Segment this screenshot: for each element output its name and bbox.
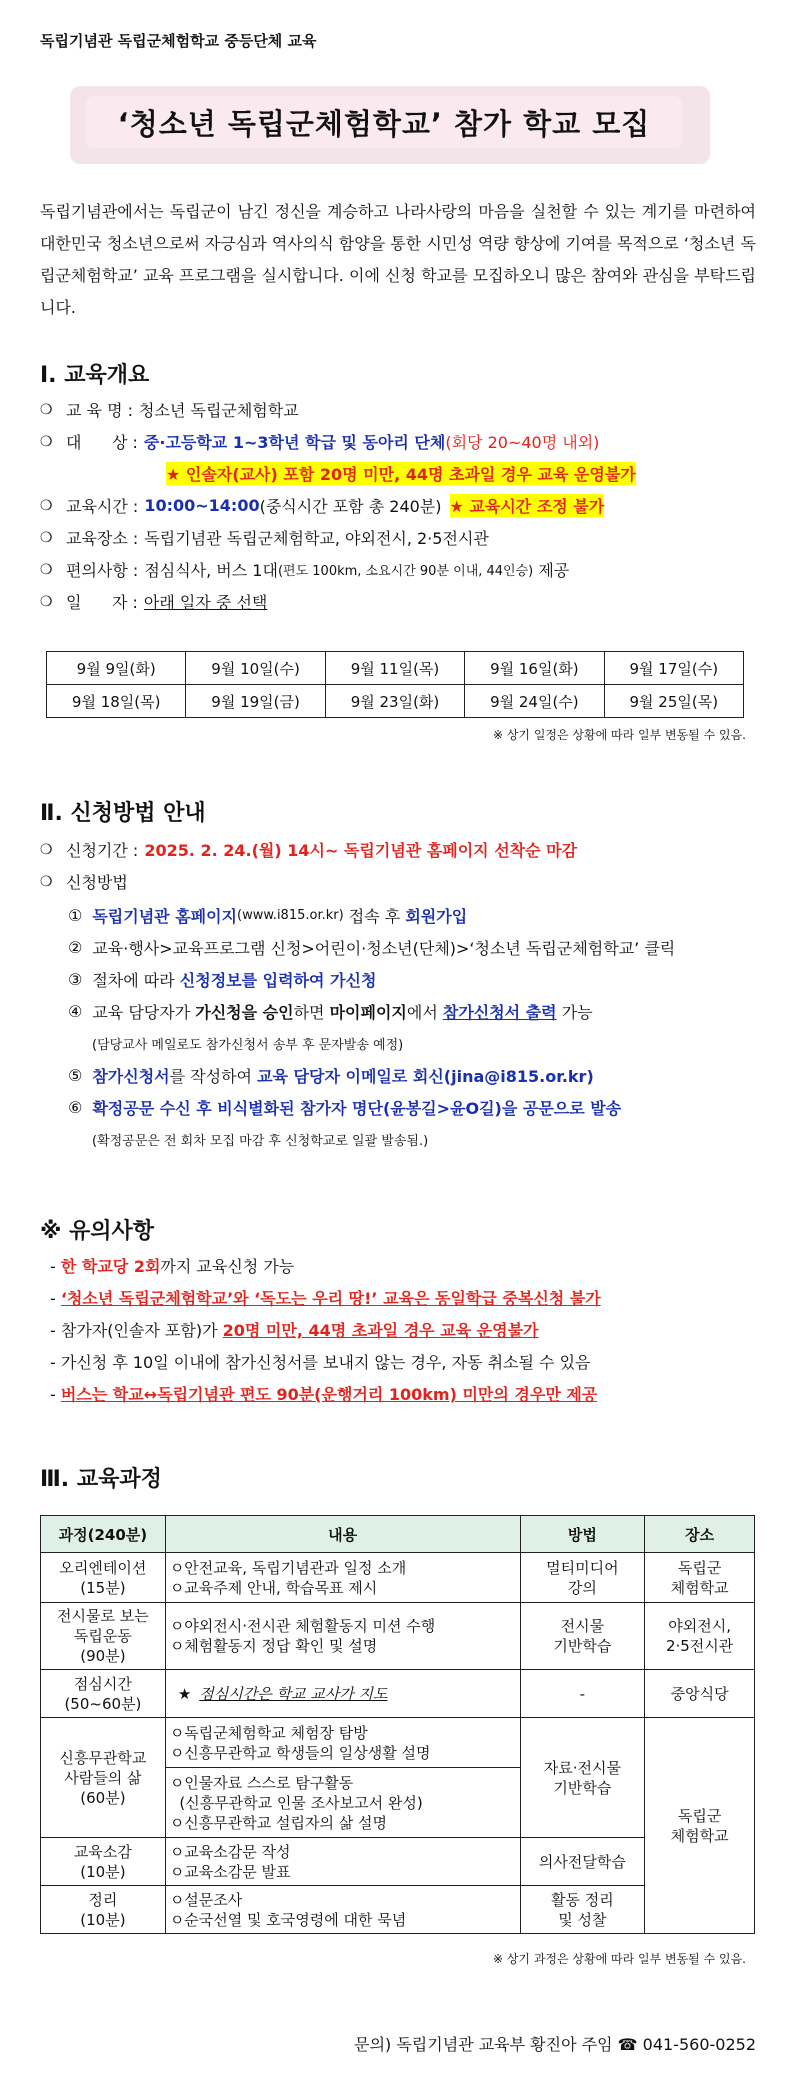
place-label: 교육장소 : bbox=[66, 529, 139, 548]
period-label: 신청기간 : bbox=[66, 841, 139, 860]
target-note: (회당 20~40명 내외) bbox=[445, 433, 600, 452]
step-text: 하면 bbox=[293, 1003, 330, 1022]
bullet-icon: ❍ bbox=[40, 401, 53, 418]
content-item: ㅇ순국선열 및 호국영령에 대한 묵념 bbox=[169, 1910, 407, 1929]
caution-item: - 한 학교당 2회까지 교육신청 가능 bbox=[50, 1257, 295, 1276]
content-item: 점심시간은 학교 교사가 지도 bbox=[199, 1684, 388, 1703]
course-method: 활동 정리 및 성찰 bbox=[520, 1886, 645, 1934]
column-header: 방법 bbox=[520, 1516, 645, 1553]
overview-name-row bbox=[40, 398, 299, 421]
apply-method-row bbox=[40, 870, 128, 893]
time-note: (중식시간 포함 총 240분) bbox=[259, 497, 442, 516]
course-note: ※ 상기 과정은 상황에 따라 일부 변동될 수 있음. bbox=[492, 1952, 746, 1966]
contact-line bbox=[354, 2032, 756, 2055]
step-text: 교육 담당자가 bbox=[92, 1003, 196, 1022]
date-table-row bbox=[47, 685, 744, 718]
step-highlight: 신청정보를 입력하여 가신청 bbox=[179, 971, 377, 990]
overview-convenience-row bbox=[40, 558, 569, 581]
step-number: ⑤ bbox=[68, 1066, 83, 1085]
caution-text: 버스는 학교↔독립기념관 편도 90분(운행거리 100km) 미만의 경우만 제공 bbox=[60, 1385, 598, 1404]
target-value: 중·고등학교 1~3학년 학급 및 동아리 단체 bbox=[143, 433, 446, 452]
step-number: ⑥ bbox=[68, 1098, 83, 1117]
bullet-icon: ❍ bbox=[40, 561, 53, 578]
table-row bbox=[41, 1670, 755, 1718]
apply-step-1 bbox=[68, 904, 467, 927]
apply-step-2 bbox=[68, 936, 675, 959]
caution-text: 까지 교육신청 가능 bbox=[160, 1257, 295, 1276]
content-item: ㅇ인물자료 스스로 탐구활동 bbox=[169, 1773, 354, 1792]
date-label: 일 자 : bbox=[66, 593, 138, 612]
caution-text: ‘청소년 독립군체험학교’와 ‘독도는 우리 땅!’ 교육은 동일학급 중복신청 불가 bbox=[60, 1289, 601, 1308]
signup-text: 회원가입 bbox=[405, 907, 468, 926]
course-content bbox=[165, 1553, 520, 1603]
bullet-icon: ❍ bbox=[40, 529, 53, 546]
caution-text: 가신청 후 10일 이내에 참가신청서를 보내지 않는 경우, 자동 취소될 수 있음 bbox=[60, 1353, 591, 1372]
section-course-heading: Ⅲ. 교육과정 bbox=[40, 1467, 162, 1492]
course-place: 독립군 체험학교 bbox=[645, 1553, 755, 1603]
contact-text: 문의) 독립기념관 교육부 황진아 주임 bbox=[354, 2035, 618, 2054]
step-text: 절차에 따라 bbox=[92, 971, 180, 990]
course-table bbox=[40, 1515, 755, 1934]
caution-item: - 참가자(인솔자 포함)가 20명 미만, 44명 초과일 경우 교육 운영불가 bbox=[50, 1321, 539, 1340]
table-row bbox=[41, 1603, 755, 1670]
overview-time-row bbox=[40, 494, 604, 517]
time-label: 교육시간 : bbox=[66, 497, 139, 516]
overview-target-row bbox=[40, 430, 599, 453]
overview-date-row bbox=[40, 590, 267, 613]
caution-highlight: 20명 미만, 44명 초과일 경우 교육 운영불가 bbox=[222, 1321, 539, 1340]
caution-highlight: 한 학교당 2회 bbox=[60, 1257, 161, 1276]
section-overview-heading: Ⅰ. 교육개요 bbox=[40, 363, 150, 388]
contact-phone: 041-560-0252 bbox=[637, 2035, 756, 2054]
email-reply-text: 교육 담당자 이메일로 회신(jina@i815.or.kr) bbox=[257, 1067, 594, 1086]
course-method: 멀티미디어 강의 bbox=[520, 1553, 645, 1603]
bullet-icon: ❍ bbox=[40, 841, 53, 858]
course-method: - bbox=[520, 1670, 645, 1718]
column-header: 과정(240분) bbox=[41, 1516, 166, 1553]
content-item: ㅇ체험활동지 정답 확인 및 설명 bbox=[169, 1637, 378, 1655]
caution-item: - 버스는 학교↔독립기념관 편도 90분(운행거리 100km) 미만의 경우만 제공 bbox=[50, 1385, 598, 1404]
course-content bbox=[165, 1768, 520, 1838]
step-6-note: (확정공문은 전 회차 모집 마감 후 신청학교로 일괄 발송됨.) bbox=[92, 1134, 429, 1149]
date-value: 아래 일자 중 선택 bbox=[143, 593, 268, 612]
application-form-text: 참가신청서 bbox=[92, 1067, 170, 1086]
title-banner bbox=[70, 86, 710, 164]
course-name: 신흥무관학교 사람들의 삶 (60분) bbox=[41, 1718, 166, 1838]
course-method: 전시물 기반학습 bbox=[520, 1603, 645, 1670]
star-icon: ★ bbox=[177, 1684, 192, 1703]
step-text: 교육·행사>교육프로그램 신청>어린이·청소년(단체)>‘청소년 독립군체험학교’ 클릭 bbox=[92, 939, 676, 958]
course-name: 전시물로 보는 독립운동 (90분) bbox=[41, 1603, 166, 1670]
course-content bbox=[165, 1838, 520, 1886]
course-name: 오리엔테이션 (15분) bbox=[41, 1553, 166, 1603]
content-item: ㅇ신흥무관학교 설립자의 삶 설명 bbox=[169, 1813, 387, 1832]
course-place: 독립군 체험학교 bbox=[645, 1718, 755, 1934]
homepage-url: (www.i815.or.kr) bbox=[237, 908, 344, 923]
phone-icon: ☎ bbox=[617, 2035, 638, 2054]
date-cell: 9월 9일(화) bbox=[47, 652, 186, 685]
step-number: ② bbox=[68, 938, 83, 957]
bullet-icon: ❍ bbox=[40, 497, 53, 514]
caution-item: - ‘청소년 독립군체험학교’와 ‘독도는 우리 땅!’ 교육은 동일학급 중복신청 불가 bbox=[50, 1289, 601, 1308]
page-kicker: 독립기념관 독립군체험학교 중등단체 교육 bbox=[40, 32, 317, 50]
target-label: 대 상 : bbox=[66, 433, 138, 452]
apply-step-4 bbox=[68, 1000, 593, 1023]
apply-step-3 bbox=[68, 968, 376, 991]
course-name: 정리 (10분) bbox=[41, 1886, 166, 1934]
target-warning-row bbox=[166, 462, 636, 485]
time-warning: ★ 교육시간 조정 불가 bbox=[450, 494, 605, 517]
table-row bbox=[41, 1718, 755, 1768]
course-name: 교육소감 (10분) bbox=[41, 1838, 166, 1886]
time-value: 10:00~14:00 bbox=[144, 496, 260, 515]
section-apply-heading: Ⅱ. 신청방법 안내 bbox=[40, 801, 206, 826]
step-number: ④ bbox=[68, 1002, 83, 1021]
content-item: ㅇ교육소감문 발표 bbox=[169, 1862, 291, 1881]
date-cell: 9월 24일(수) bbox=[465, 685, 604, 718]
date-cell: 9월 19일(금) bbox=[186, 685, 325, 718]
method-label: 신청방법 bbox=[66, 873, 128, 892]
content-item: ㅇ안전교육, 독립기념관과 일정 소개 bbox=[169, 1558, 407, 1577]
period-value: 2025. 2. 24.(월) 14시~ 독립기념관 홈페이지 선착순 마감 bbox=[144, 841, 578, 860]
convenience-detail: (편도 100km, 소요시간 90분 이내, 44인승) bbox=[277, 564, 534, 579]
name-label: 교 육 명 : bbox=[66, 401, 134, 420]
overview-place-row bbox=[40, 526, 489, 549]
content-item: ㅇ야외전시·전시관 체험활동지 미션 수행 bbox=[169, 1617, 436, 1635]
course-method: 자료·전시물 기반학습 bbox=[520, 1718, 645, 1838]
date-cell: 9월 18일(목) bbox=[47, 685, 186, 718]
caution-item: - 가신청 후 10일 이내에 참가신청서를 보내지 않는 경우, 자동 취소될 수 있음 bbox=[50, 1353, 591, 1372]
print-form-text: 참가신청서 출력 bbox=[442, 1003, 557, 1022]
apply-step-5 bbox=[68, 1064, 594, 1087]
course-name: 점심시간 (50~60분) bbox=[41, 1670, 166, 1718]
date-cell: 9월 25일(목) bbox=[604, 685, 743, 718]
column-header: 내용 bbox=[165, 1516, 520, 1553]
course-header-row bbox=[41, 1516, 755, 1553]
apply-step-6 bbox=[68, 1096, 621, 1119]
convenience-value: 점심식사, 버스 1대 bbox=[144, 561, 278, 580]
name-value: 청소년 독립군체험학교 bbox=[139, 401, 299, 420]
place-value: 독립기념관 독립군체험학교, 야외전시, 2·5전시관 bbox=[144, 529, 489, 548]
convenience-suffix: 제공 bbox=[533, 561, 570, 580]
date-cell: 9월 23일(화) bbox=[325, 685, 464, 718]
dates-note: ※ 상기 일정은 상황에 따라 일부 변동될 수 있음. bbox=[492, 728, 746, 742]
course-content bbox=[165, 1603, 520, 1670]
course-method: 의사전달학습 bbox=[520, 1838, 645, 1886]
mypage-text: 마이페이지 bbox=[329, 1003, 407, 1022]
step-text: 에서 bbox=[406, 1003, 443, 1022]
content-item: ㅇ설문조사 bbox=[169, 1890, 243, 1909]
convenience-label: 편의사항 : bbox=[66, 561, 139, 580]
content-item: ㅇ독립군체험학교 체험장 탐방 bbox=[169, 1723, 368, 1742]
target-warning: ★ 인솔자(교사) 포함 20명 미만, 44명 초과일 경우 교육 운영불가 bbox=[166, 462, 636, 485]
date-cell: 9월 11일(목) bbox=[325, 652, 464, 685]
step-text: 접속 후 bbox=[343, 907, 406, 926]
table-row bbox=[41, 1553, 755, 1603]
column-header: 장소 bbox=[645, 1516, 755, 1553]
content-item: (신흥무관학교 인물 조사보고서 완성) bbox=[169, 1793, 423, 1812]
date-cell: 9월 16일(화) bbox=[465, 652, 604, 685]
bullet-icon: ❍ bbox=[40, 873, 53, 890]
homepage-link-text: 독립기념관 홈페이지 bbox=[92, 907, 238, 926]
course-content bbox=[165, 1886, 520, 1934]
intro-paragraph: 독립기념관에서는 독립군이 남긴 정신을 계승하고 나라사랑의 마음을 실천할 수 있는 계기를 마련하여 대한민국 청소년으로써 자긍심과 역사의식 함양을 통한 시민성 역량 향상에 기여를 목적으로 ‘청소년 독립군체험학교’ 교육 프로그램을 실시합니다. 이에 신청 학교를 모집하오니 많은 참여와 관심을 부탁드립니다. bbox=[40, 202, 756, 317]
step-highlight: 확정공문 수신 후 비식별화된 참가자 명단(윤봉길>윤O길)을 공문으로 발송 bbox=[92, 1099, 622, 1118]
step-4-note: (담당교사 메일로도 참가신청서 송부 후 문자발송 예정) bbox=[92, 1038, 404, 1053]
content-item: ㅇ교육주제 안내, 학습목표 제시 bbox=[169, 1578, 378, 1597]
course-content bbox=[165, 1718, 520, 1768]
bullet-icon: ❍ bbox=[40, 593, 53, 610]
caution-text: 참가자(인솔자 포함)가 bbox=[60, 1321, 223, 1340]
apply-period-row bbox=[40, 838, 577, 861]
course-place: 야외전시, 2·5전시관 bbox=[645, 1603, 755, 1670]
course-content bbox=[165, 1670, 520, 1718]
section-caution-heading: ※ 유의사항 bbox=[40, 1219, 155, 1244]
date-table-row bbox=[47, 652, 744, 685]
page-title: ‘청소년 독립군체험학교’ 참가 학교 모집 bbox=[86, 96, 682, 148]
content-item: ㅇ교육소감문 작성 bbox=[169, 1842, 291, 1861]
step-number: ① bbox=[68, 906, 83, 925]
course-place: 중앙식당 bbox=[645, 1670, 755, 1718]
step-text: 가능 bbox=[556, 1003, 593, 1022]
date-table bbox=[46, 651, 744, 718]
date-cell: 9월 17일(수) bbox=[604, 652, 743, 685]
date-cell: 9월 10일(수) bbox=[186, 652, 325, 685]
step-number: ③ bbox=[68, 970, 83, 989]
step-bold: 가신청을 승인 bbox=[195, 1003, 294, 1022]
bullet-icon: ❍ bbox=[40, 433, 53, 450]
step-text: 를 작성하여 bbox=[169, 1067, 258, 1086]
content-item: ㅇ신흥무관학교 학생들의 일상생활 설명 bbox=[169, 1743, 431, 1762]
